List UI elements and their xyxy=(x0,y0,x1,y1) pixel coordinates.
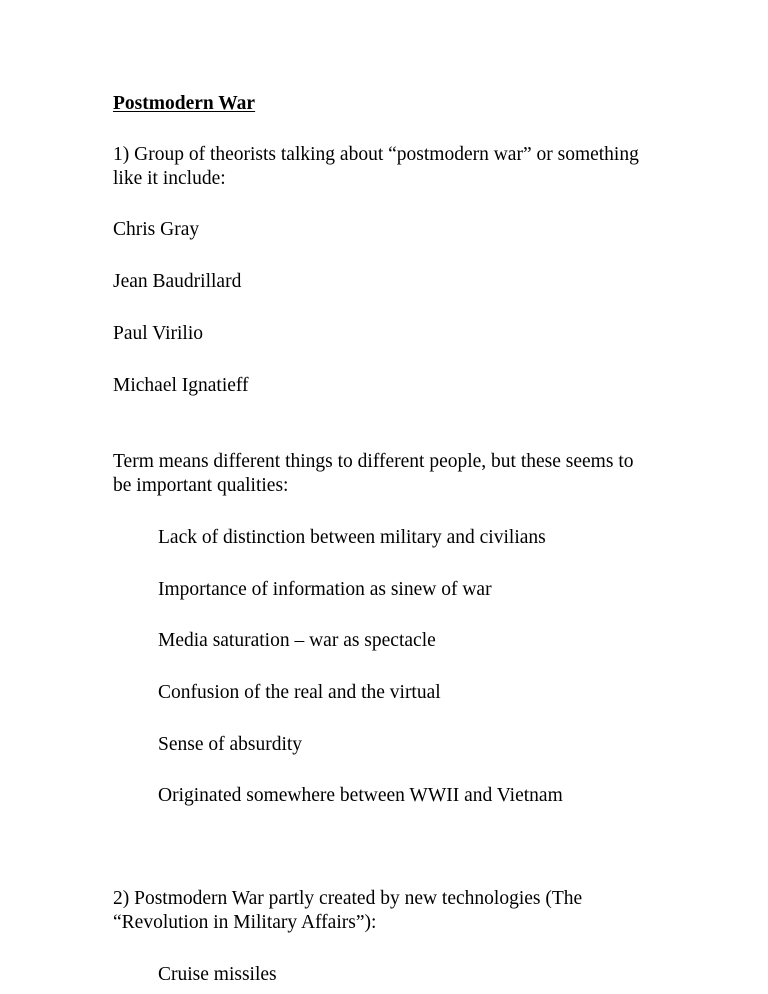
theorist-item: Michael Ignatieff xyxy=(113,375,249,396)
quality-item: Sense of absurdity xyxy=(158,734,303,755)
quality-item: Media saturation – war as spectacle xyxy=(158,630,436,651)
section1-intro-line1: 1) Group of theorists talking about “postmodern war” or something xyxy=(113,144,639,165)
quality-item: Importance of information as sinew of war xyxy=(158,579,492,600)
section2-intro-line1: 2) Postmodern War partly created by new technologies (The xyxy=(113,888,583,909)
section1-term-line1: Term means different things to different people, but these seems to xyxy=(113,451,634,472)
theorist-item: Jean Baudrillard xyxy=(113,271,242,292)
quality-item: Lack of distinction between military and civilians xyxy=(158,527,546,548)
document-title: Postmodern War xyxy=(113,93,256,114)
section2-intro-line2: “Revolution in Military Affairs”): xyxy=(113,912,377,933)
section1-term-line2: be important qualities: xyxy=(113,475,289,496)
technology-item: Cruise missiles xyxy=(158,964,277,985)
quality-item: Originated somewhere between WWII and Vietnam xyxy=(158,785,563,806)
quality-item: Confusion of the real and the virtual xyxy=(158,682,441,703)
theorist-item: Chris Gray xyxy=(113,219,200,240)
theorist-item: Paul Virilio xyxy=(113,323,204,344)
section1-intro-line2: like it include: xyxy=(113,168,226,189)
